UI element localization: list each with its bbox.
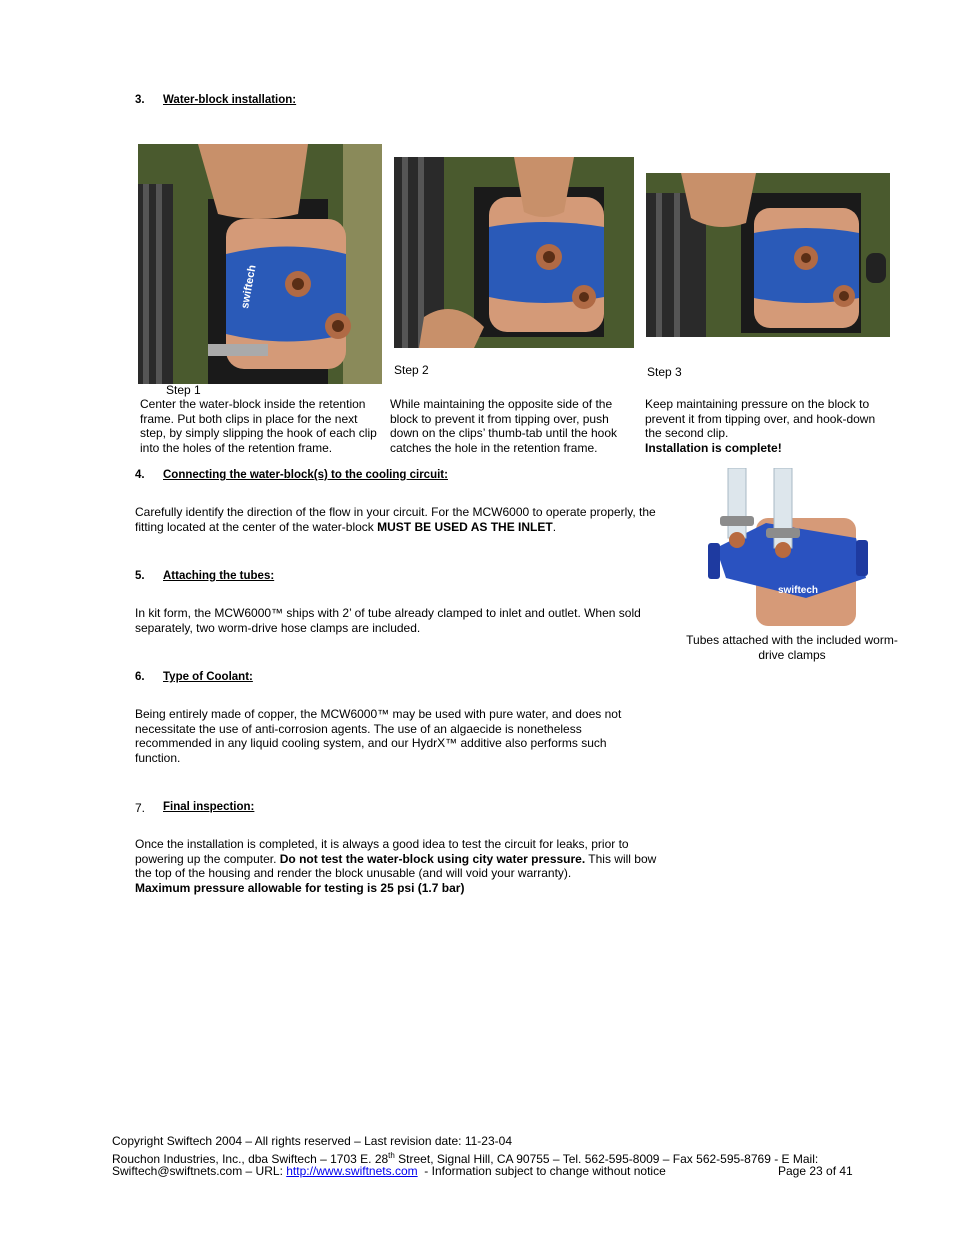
block-logo: swiftech (239, 264, 259, 310)
step-2-text: While maintaining the opposite side of the block to prevent it from tipping over, push down on the clips’ thumb-tab until the hook catches the hole in the retention frame. (390, 397, 618, 455)
installation-complete: Installation is complete! (645, 440, 782, 455)
step-3-photo (646, 173, 890, 337)
footer-address: Rouchon Industries, Inc., dba Swiftech – 1703 E. 28th Street, Signal Hill, CA 90755 – Tel. 562-595-8009 – Fax 562-595-8769 - E Mail: (112, 1151, 819, 1166)
tubes-attached-photo (706, 468, 874, 630)
section-6-text: Being entirely made of copper, the MCW6000™ may be used with pure water, and does not necessitate the use of anti-corrosion agents. The use of an algaecide is nonetheless recommended in any liquid cooling system, and our HydrX™ additive also performs such function. (135, 707, 622, 765)
section-4-number: 4. (135, 469, 145, 481)
section-5-title: Attaching the tubes: (163, 570, 275, 582)
section-3-number: 3. (135, 94, 145, 106)
step-1-photo (138, 144, 382, 384)
page-number: Page 23 of 41 (778, 1164, 853, 1178)
section-4-text: Carefully identify the direction of the flow in your circuit. For the MCW6000 to operate properly, the fitting located at the center of the water-block MUST BE USED AS THE INLET. (135, 505, 656, 534)
section-4-title: Connecting the water-block(s) to the cooling circuit: (163, 469, 448, 481)
step-3-label: Step 3 (647, 365, 682, 379)
step-1-text: Center the water-block inside the retention frame. Put both clips in place for the next step, by simply slipping the hook of each clip into the holes of the retention frame. (140, 397, 377, 455)
footer-contact: Swiftech@swiftnets.com – URL: http://www.swiftnets.com - Information subject to change without notice (112, 1164, 666, 1178)
step-2-label: Step 2 (394, 363, 429, 377)
footer-url-link[interactable]: http://www.swiftnets.com (286, 1164, 418, 1178)
section-7-title: Final inspection: (163, 801, 255, 813)
section-7-text: Once the installation is completed, it is always a good idea to test the circuit for leaks, prior to powering up the computer. Do not test the water-block using city water pressure. This will bow the top of the housing and render the block unusable (and will void your warranty). Maximum pressure allowable for testing is 25 psi (1.7 bar) (135, 837, 657, 895)
step-1-label: Step 1 (166, 383, 201, 397)
section-7-number: 7. (135, 801, 146, 815)
section-5-number: 5. (135, 570, 145, 582)
section-3-title: Water-block installation: (163, 94, 297, 106)
section-6-number: 6. (135, 671, 145, 683)
section-6-title: Type of Coolant: (163, 671, 253, 683)
section-5-text: In kit form, the MCW6000™ ships with 2’ of tube already clamped to inlet and outlet. When sold separately, two worm-drive hose clamps are included. (135, 606, 641, 635)
max-pressure-note: Maximum pressure allowable for testing is 25 psi (1.7 bar) (135, 880, 465, 895)
step-3-text: Keep maintaining pressure on the block to prevent it from tipping over, and hook-down the second clip. Installation is complete! (645, 397, 876, 455)
tubes-photo-caption: Tubes attached with the included worm-drive clamps (686, 633, 898, 662)
footer-copyright: Copyright Swiftech 2004 – All rights reserved – Last revision date: 11-23-04 (112, 1134, 512, 1148)
side-block-logo: swiftech (778, 585, 819, 596)
step-2-photo (394, 157, 634, 348)
